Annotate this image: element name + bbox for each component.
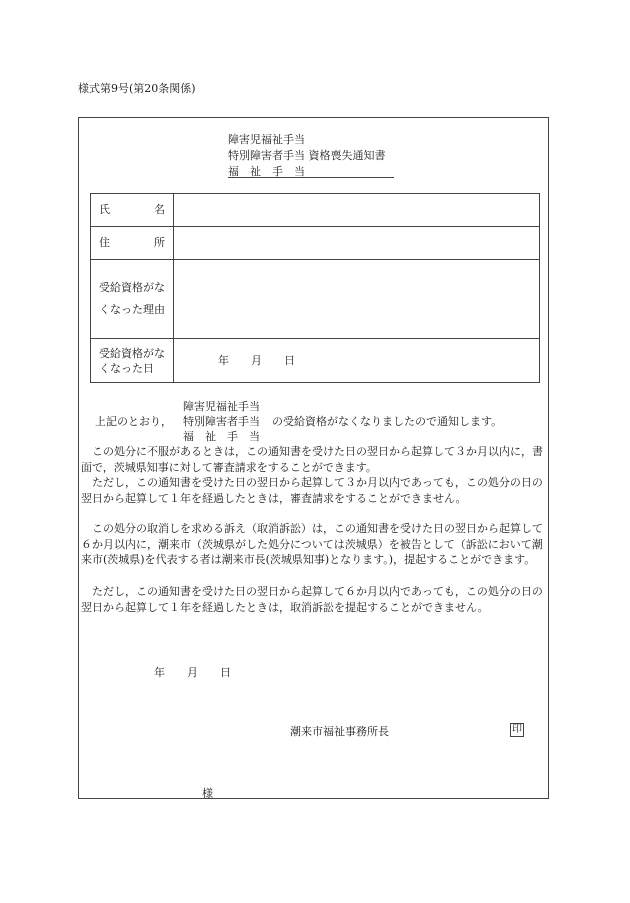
name-value-cell — [174, 194, 540, 227]
address-row — [91, 227, 540, 260]
issue-date: 年 月 日 — [154, 666, 231, 679]
loss-date-row — [91, 339, 540, 383]
reason-label-line-1: 受給資格がな — [99, 281, 165, 294]
loss-date-label — [91, 339, 174, 383]
notice-allowance-top: 障害児福祉手当 — [183, 400, 260, 413]
notice-allowance-middle: 特別障害者手当 — [183, 415, 260, 428]
notice-suffix: の受給資格がなくなりましたので通知します。 — [272, 415, 503, 428]
reason-label — [91, 260, 174, 339]
notice-allowance-bottom: 福 祉 手 当 — [183, 430, 260, 443]
addressee-honorific: 様 — [202, 787, 213, 800]
lawsuit-paragraph: この処分の取消しを求める訴え（取消訴訟）は，この通知書を受けた日の翌日から起算して６か月以内に，潮来市（茨城県がした処分については茨城県）を被告として（訴訟において潮来市(茨城県)を代表する者は潮来市長(茨城県知事)となります。)，提起することができます。 — [81, 522, 543, 566]
loss-date-label-line-1: 受給資格がな — [99, 346, 165, 360]
title-underline — [228, 177, 394, 178]
reason-row — [91, 260, 540, 339]
address-label: 住 所 — [91, 227, 174, 260]
appeal-paragraph: この処分に不服があるときは，この通知書を受けた日の翌日から起算して３か月以内に，書面で，茨城県知事に対して審査請求をすることができます。 — [81, 445, 543, 474]
loss-date-label-line-2: くなった日 — [99, 361, 154, 375]
appeal-exception-paragraph: ただし，この通知書を受けた日の翌日から起算して３か月以内であっても，この処分の日の翌日から起算して１年を経過したときは，審査請求をすることができません。 — [81, 476, 543, 505]
reason-value-cell — [174, 260, 540, 339]
title-line-3: 福 祉 手 当 — [228, 165, 305, 178]
recipient-info-table — [90, 193, 540, 383]
issuer-title: 潮来市福祉事務所長 — [290, 725, 389, 738]
lawsuit-exception-paragraph: ただし，この通知書を受けた日の翌日から起算して６か月以内であっても，この処分の日の翌日から起算して１年を経過したときは，取消訴訟を提起することができません。 — [81, 585, 543, 614]
notice-prefix: 上記のとおり， — [95, 415, 172, 428]
name-label: 氏 名 — [91, 194, 174, 227]
loss-date-value: 年 月 日 — [174, 339, 540, 383]
name-row — [91, 194, 540, 227]
reason-label-line-2: くなった理由 — [99, 303, 165, 316]
seal-mark: 印 — [512, 724, 522, 735]
address-value-cell — [174, 227, 540, 260]
title-line-1: 障害児福祉手当 — [228, 133, 305, 146]
title-line-2: 特別障害者手当 資格喪失通知書 — [228, 149, 386, 162]
form-number-label: 様式第9号(第20条関係) — [78, 82, 196, 95]
